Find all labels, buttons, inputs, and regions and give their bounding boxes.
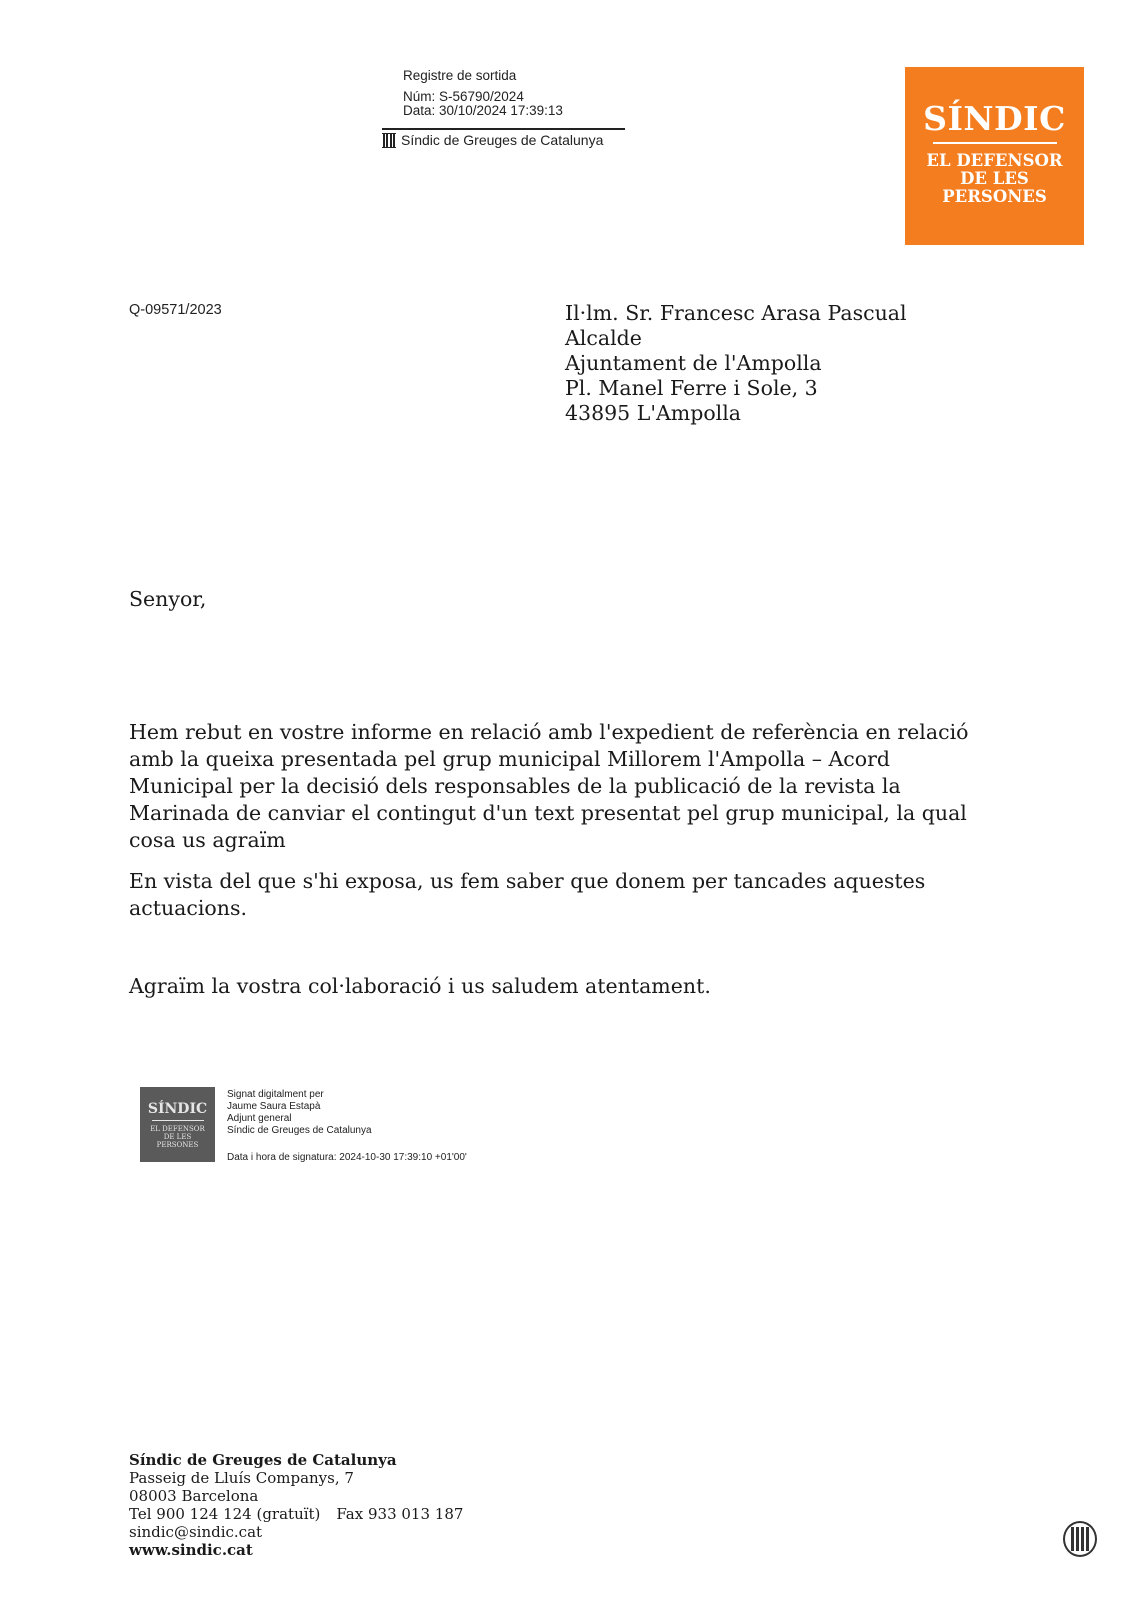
recipient-block xyxy=(565,301,907,426)
recipient-organization: Ajuntament de l'Ampolla xyxy=(565,351,822,375)
footer-address: Passeig de Lluís Companys, 7 xyxy=(129,1469,354,1487)
footer-website[interactable]: www.sindic.cat xyxy=(129,1541,253,1559)
footer-org: Síndic de Greuges de Catalunya xyxy=(129,1451,397,1469)
footer-tel: Tel 900 124 124 (gratuït) xyxy=(129,1505,321,1523)
footer-contact xyxy=(129,1451,463,1559)
body-paragraph-1: Hem rebut en vostre informe en relació amb l'expedient de referència en relació amb la queixa presentada pel grup municipal Millorem l'Ampolla – Acord Municipal per la decisió dels responsables de la publicació de la revista la Marinada de canviar el contingut d'un text presentat pel grup municipal, la qual cosa us agraïm xyxy=(129,720,969,852)
logo-tag-line1: EL DEFENSOR xyxy=(926,151,1063,170)
signature-logo-tag2: DE LES xyxy=(163,1133,192,1141)
logo-tag-line2: DE LES xyxy=(960,169,1029,188)
signature-institution: Síndic de Greuges de Catalunya xyxy=(227,1125,372,1136)
registry-number: Núm: S-56790/2024 xyxy=(403,89,524,104)
registry-divider xyxy=(382,128,625,130)
recipient-city: 43895 L'Ampolla xyxy=(565,401,742,425)
logo-brand: SÍNDIC xyxy=(923,99,1066,138)
generalitat-emblem-icon xyxy=(1063,1521,1097,1557)
logo-rule xyxy=(933,142,1057,144)
catalan-bars-icon xyxy=(382,133,396,148)
signature-logo-brand: SÍNDIC xyxy=(147,1101,208,1117)
recipient-name: Il·lm. Sr. Francesc Arasa Pascual xyxy=(565,301,907,325)
registry-date: Data: 30/10/2024 17:39:13 xyxy=(403,103,563,118)
footer-phone-row xyxy=(129,1505,463,1523)
signature-datetime: Data i hora de signatura: 2024-10-30 17:39:10 +01'00' xyxy=(227,1152,467,1163)
signature-logo xyxy=(140,1087,215,1162)
registry-institution-label: Síndic de Greuges de Catalunya xyxy=(401,132,604,148)
footer-email[interactable]: sindic@sindic.cat xyxy=(129,1523,263,1541)
recipient-address: Pl. Manel Ferre i Sole, 3 xyxy=(565,376,818,400)
closing-line: Agraïm la vostra col·laboració i us saludem atentament. xyxy=(129,974,711,998)
registry-title: Registre de sortida xyxy=(403,68,517,83)
logo-tag-line3: PERSONES xyxy=(942,187,1047,206)
signature-details xyxy=(227,1089,372,1137)
body-paragraph-2: En vista del que s'hi exposa, us fem saber que donem per tancades aquestes actuacions. xyxy=(129,869,926,920)
registry-stamp xyxy=(403,68,563,118)
registry-institution xyxy=(382,132,603,148)
signature-logo-tag1: EL DEFENSOR xyxy=(150,1125,205,1133)
recipient-role: Alcalde xyxy=(565,326,642,350)
signature-title: Adjunt general xyxy=(227,1113,292,1124)
reference-number: Q-09571/2023 xyxy=(129,302,222,318)
signature-logo-tag3: PERSONES xyxy=(156,1141,199,1149)
signature-signer: Jaume Saura Estapà xyxy=(227,1101,321,1112)
sindic-logo xyxy=(905,67,1084,245)
footer-fax: Fax 933 013 187 xyxy=(336,1505,464,1523)
signature-logo-rule xyxy=(152,1120,204,1121)
salutation: Senyor, xyxy=(129,587,207,611)
signature-line-1: Signat digitalment per xyxy=(227,1089,324,1100)
footer-city: 08003 Barcelona xyxy=(129,1487,259,1505)
